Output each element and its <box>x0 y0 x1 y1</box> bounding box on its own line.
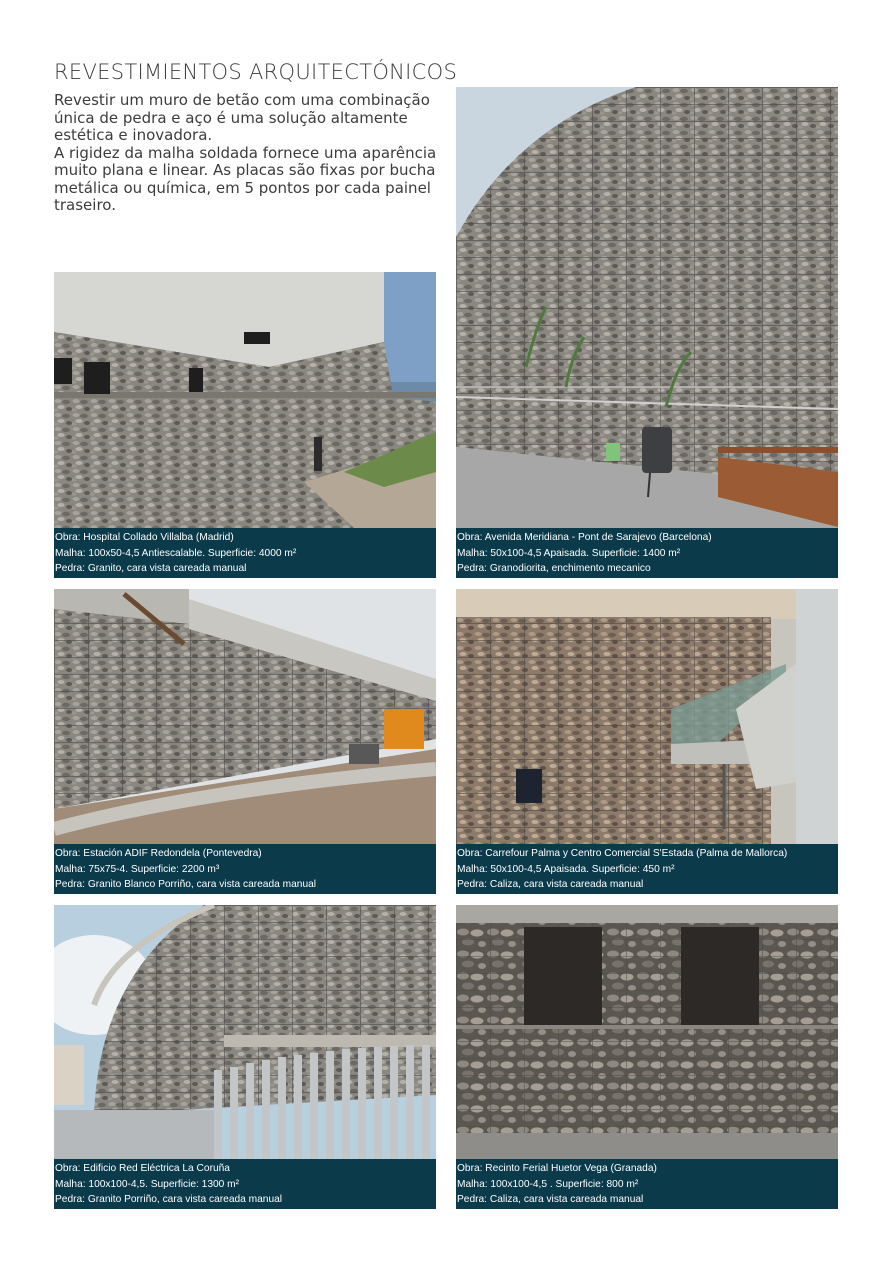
project-photo <box>456 87 838 528</box>
caption-malha: Malha: 50x100-4,5 Apaisada. Superficie: 450 m² <box>457 863 675 875</box>
project-photo <box>456 905 838 1159</box>
caption-pedra: Pedra: Granodiorita, enchimento mecanico <box>457 563 651 574</box>
project-photo <box>54 905 436 1159</box>
caption-pedra: Pedra: Caliza, cara vista careada manual <box>457 879 644 890</box>
project-card-carrefour-palma <box>456 589 838 894</box>
intro-paragraph-2: A rigidez da malha soldada fornece uma aparência muito plana e linear. As placas são fixas por bucha metálica ou química, em 5 pontos por cada painel traseiro. <box>54 143 437 214</box>
caption-malha: Malha: 75x75-4. Superficie: 2200 m³ <box>55 863 220 875</box>
project-caption <box>456 528 838 578</box>
caption-malha: Malha: 100x100-4,5. Superficie: 1300 m² <box>55 1178 240 1190</box>
project-card-avenida-meridiana <box>456 87 838 578</box>
caption-obra: Obra: Hospital Collado Villalba (Madrid) <box>55 532 234 543</box>
project-card-edificio-red-electrica <box>54 905 436 1209</box>
project-caption <box>456 844 838 894</box>
project-caption <box>456 1159 838 1209</box>
intro-text <box>54 92 439 215</box>
caption-obra: Obra: Edificio Red Eléctrica La Coruña <box>55 1163 230 1174</box>
page-title: REVESTIMIENTOS ARQUITECTÓNICOS <box>54 60 458 84</box>
caption-obra: Obra: Recinto Ferial Huetor Vega (Granada) <box>457 1163 657 1174</box>
caption-pedra: Pedra: Caliza, cara vista careada manual <box>457 1194 644 1205</box>
project-caption <box>54 844 436 894</box>
project-photo <box>54 272 436 528</box>
caption-malha: Malha: 100x100-4,5 . Superficie: 800 m² <box>457 1178 639 1190</box>
project-caption <box>54 1159 436 1209</box>
project-photo <box>456 589 838 844</box>
caption-pedra: Pedra: Granito Porriño, cara vista careada manual <box>55 1194 283 1205</box>
caption-pedra: Pedra: Granito Blanco Porriño, cara vista careada manual <box>55 879 317 890</box>
project-card-recinto-ferial-huetor-vega <box>456 905 838 1209</box>
intro-paragraph-1: Revestir um muro de betão com uma combinação única de pedra e aço é uma solução altamente estética e inovadora. <box>54 91 430 144</box>
caption-malha: Malha: 100x50-4,5 Antiescalable. Superficie: 4000 m² <box>55 547 297 559</box>
project-photo <box>54 589 436 844</box>
caption-malha: Malha: 50x100-4,5 Apaisada. Superficie: 1400 m² <box>457 547 681 559</box>
caption-obra: Obra: Avenida Meridiana - Pont de Sarajevo (Barcelona) <box>457 532 712 543</box>
project-caption <box>54 528 436 578</box>
project-card-hospital-collado-villalba <box>54 272 436 578</box>
caption-pedra: Pedra: Granito, cara vista careada manual <box>55 563 247 574</box>
caption-obra: Obra: Carrefour Palma y Centro Comercial S'Estada (Palma de Mallorca) <box>457 848 788 859</box>
project-card-estacion-adif-redondela <box>54 589 436 894</box>
caption-obra: Obra: Estación ADIF Redondela (Pontevedra) <box>55 848 262 859</box>
